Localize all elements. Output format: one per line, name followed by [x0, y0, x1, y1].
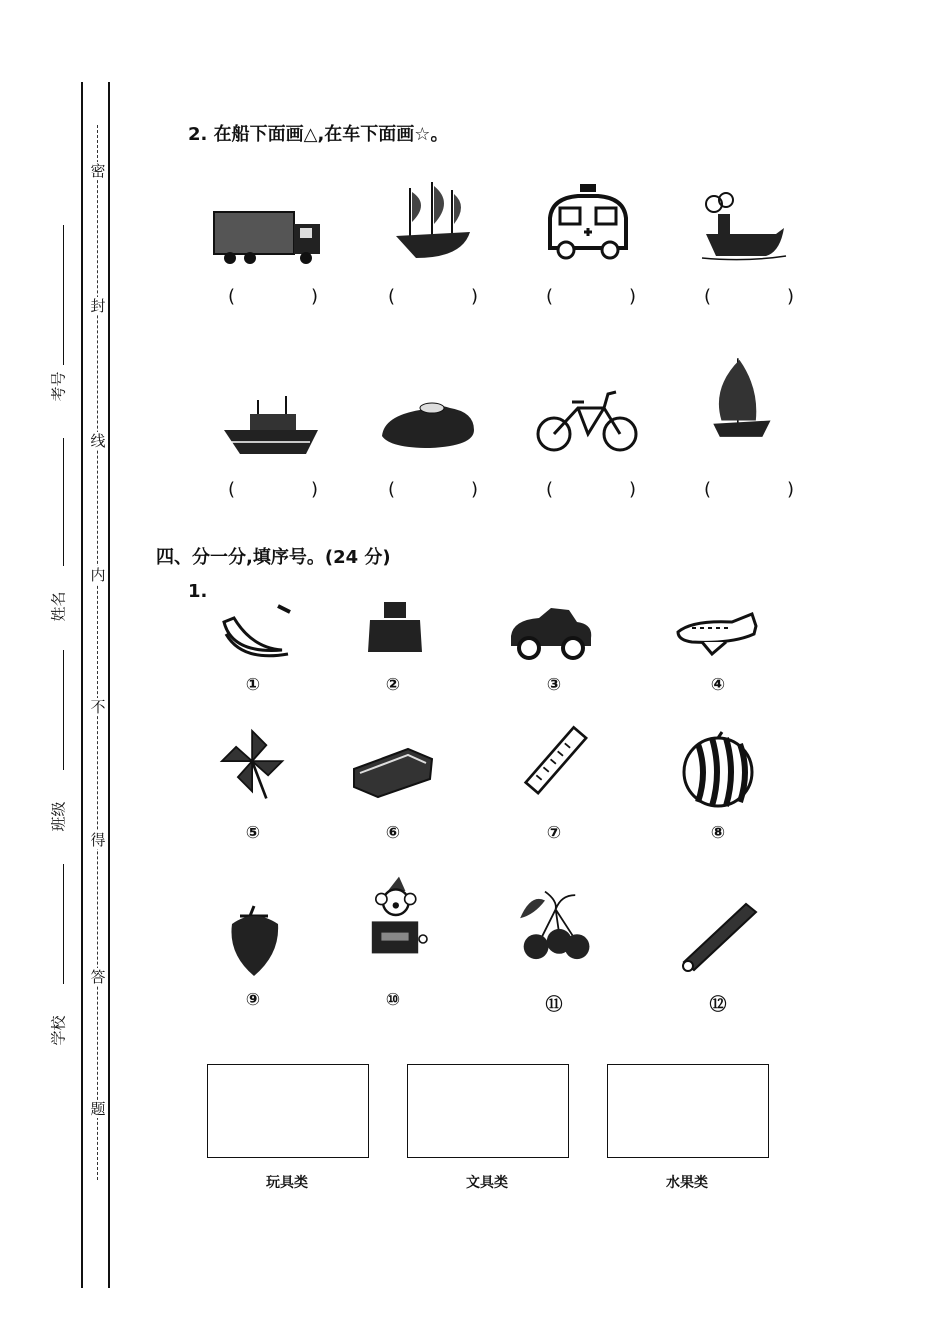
- seal-char: 题: [90, 1100, 106, 1118]
- item-number: ⑤: [245, 823, 261, 843]
- toy-airplane-icon: [672, 592, 762, 672]
- answer-parens[interactable]: ( ): [546, 479, 636, 500]
- field-label-school: 学校: [49, 1015, 68, 1046]
- answer-parens[interactable]: ( ): [388, 286, 478, 307]
- item-number: ④: [710, 675, 726, 695]
- seal-char: 封: [90, 297, 106, 315]
- category-label-fruits: 水果类: [666, 1175, 708, 1191]
- answer-parens[interactable]: ( ): [704, 286, 794, 307]
- answer-parens[interactable]: ( ): [704, 479, 794, 500]
- field-label-class: 班级: [49, 801, 68, 832]
- seal-char: 内: [90, 566, 106, 584]
- question-2-title: 2. 在船下面画△,在车下面画☆。: [188, 124, 449, 145]
- truck-icon: [210, 190, 330, 280]
- item-number: ⑦: [546, 823, 562, 843]
- item-number: ⑩: [385, 990, 401, 1010]
- seal-char: 得: [90, 831, 106, 849]
- field-line-name[interactable]: [63, 650, 64, 770]
- section-4-title: 四、分一分,填序号。(24 分): [156, 547, 391, 568]
- seal-char: 不: [90, 698, 106, 716]
- field-line-exam-number[interactable]: [63, 225, 64, 365]
- answer-parens[interactable]: ( ): [546, 286, 636, 307]
- item-number: ③: [546, 675, 562, 695]
- banana-icon: [212, 592, 302, 672]
- margin-inner-line: [108, 82, 110, 1288]
- category-label-toys: 玩具类: [266, 1175, 308, 1191]
- field-line-spacer: [63, 438, 64, 566]
- answer-parens[interactable]: ( ): [228, 479, 318, 500]
- seal-char: 答: [90, 968, 106, 986]
- seal-char: 密: [90, 162, 106, 180]
- item-number: ⑪: [545, 995, 563, 1015]
- item-number: ⑨: [245, 990, 261, 1010]
- item-number: ⑧: [710, 823, 726, 843]
- pencil-case-icon: [348, 735, 438, 815]
- seal-char: 线: [90, 432, 106, 450]
- ambulance-icon: [528, 178, 648, 268]
- junk-boat-icon: [686, 355, 806, 445]
- item-number: ①: [245, 675, 261, 695]
- category-label-stationery: 文具类: [466, 1175, 508, 1191]
- jack-in-box-icon: [350, 875, 440, 955]
- sports-car-icon: [370, 380, 490, 470]
- cherries-icon: [508, 888, 598, 968]
- answer-box-toys[interactable]: [207, 1064, 369, 1158]
- bicycle-icon: [528, 380, 648, 470]
- answer-parens[interactable]: ( ): [388, 479, 478, 500]
- ruler-icon: [510, 722, 600, 802]
- field-label-exam-number: 考号: [49, 371, 68, 402]
- answer-box-fruits[interactable]: [607, 1064, 769, 1158]
- field-line-class[interactable]: [63, 864, 64, 984]
- sailing-ship-icon: [370, 178, 490, 268]
- ink-bottle-icon: [350, 592, 440, 672]
- seal-dashed-line: [97, 125, 98, 1180]
- steamship-icon: [686, 190, 806, 280]
- field-label-name: 姓名: [49, 591, 68, 622]
- warship-icon: [210, 380, 330, 470]
- item-number: ⑥: [385, 823, 401, 843]
- strawberry-icon: [210, 900, 300, 980]
- watermelon-icon: [676, 730, 766, 810]
- answer-box-stationery[interactable]: [407, 1064, 569, 1158]
- pencil-icon: [676, 896, 766, 976]
- toy-car-icon: [505, 592, 595, 672]
- answer-parens[interactable]: ( ): [228, 286, 318, 307]
- pinwheel-icon: [208, 722, 298, 802]
- item-number: ⑫: [709, 995, 727, 1015]
- section-4-sub-number: 1.: [188, 581, 208, 602]
- item-number: ②: [385, 675, 401, 695]
- margin-outer-line: [81, 82, 83, 1288]
